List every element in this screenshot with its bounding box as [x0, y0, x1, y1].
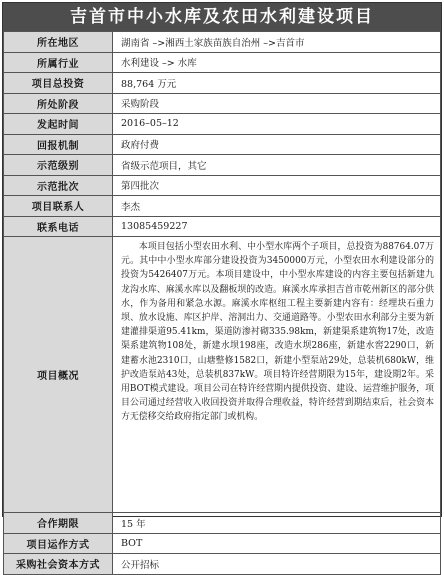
label-procurement-method: 采购社会资本方式 — [4, 554, 113, 575]
label-cooperation-period: 合作期限 — [4, 513, 113, 534]
label-demo-level: 示范级别 — [4, 155, 113, 176]
value-procurement-method: 公开招标 — [113, 554, 441, 575]
value-stage: 采购阶段 — [113, 93, 441, 114]
row-operation-mode — [4, 533, 441, 554]
label-contact-phone: 联系电话 — [4, 216, 113, 237]
value-location: 湖南省 –>湘西土家族苗族自治州 –>吉首市 — [113, 32, 441, 53]
row-industry — [4, 52, 441, 73]
project-info-table — [3, 31, 441, 575]
value-operation-mode: BOT — [113, 533, 441, 554]
row-cooperation-period — [4, 513, 441, 534]
row-contact-person — [4, 196, 441, 217]
value-industry: 水利建设 –> 水库 — [113, 52, 441, 73]
label-start-date: 发起时间 — [4, 114, 113, 135]
value-demo-level: 省级示范项目，其它 — [113, 155, 441, 176]
label-contact-person: 项目联系人 — [4, 196, 113, 217]
value-start-date: 2016–05–12 — [113, 114, 441, 135]
row-overview — [4, 237, 441, 513]
page-title: 吉首市中小水库及农田水利建设项目 — [3, 3, 441, 31]
value-cooperation-period: 15 年 — [113, 513, 441, 534]
value-overview: 本项目包括小型农田水利、中小型水库两个子项目，总投资为88764.07万元。其中中小型水库部分建设投资为3450000万元，小型农田水利建设部分的投资为5426407万元。本项目建设中，中小型水库建设的内容主要包括新建九龙沟水库、麻溪水库以及翻板坝的改造。麻溪水库承担吉首市乾州新区的部分供水，作为备用和紧急水源。麻溪水库枢纽工程主要新建内容有：经埋块石重力坝、放水设施、库区护岸、溶洞出力、交通道路等。小型农田水利部分主要为新建灌排渠道95.41km，渠道防渗衬砌335.98km，新建渠系建筑物17处，改造渠系建筑物108处，新建水坝198座，改造水坝286座，新建水窖2290口，新建蓄水池2310口，山塘整修1582口，新建小型泵站29处，总装机680kW，维护改造泵站43处，总装机837kW。项目特许经营期限为15年，建设期2年。采用BOT模式建设。项目公司在特许经营期内提供投资、建设、运营维护服务，项目公司通过经营收入收回投资并取得合理收益，特许经营到期结束后，社会资本方无偿移交给政府指定部门或机构。 — [113, 237, 441, 513]
value-total-investment: 88,764 万元 — [113, 73, 441, 94]
value-demo-batch: 第四批次 — [113, 175, 441, 196]
value-contact-person: 李杰 — [113, 196, 441, 217]
label-operation-mode: 项目运作方式 — [4, 533, 113, 554]
label-industry: 所属行业 — [4, 52, 113, 73]
label-total-investment: 项目总投资 — [4, 73, 113, 94]
label-demo-batch: 示范批次 — [4, 175, 113, 196]
row-stage — [4, 93, 441, 114]
row-contact-phone — [4, 216, 441, 237]
row-total-investment — [4, 73, 441, 94]
row-location — [4, 32, 441, 53]
value-contact-phone: 13085459227 — [113, 216, 441, 237]
label-overview: 项目概况 — [4, 237, 113, 513]
project-info-sheet — [2, 2, 442, 572]
row-demo-level — [4, 155, 441, 176]
row-return-mechanism — [4, 134, 441, 155]
row-start-date — [4, 114, 441, 135]
value-return-mechanism: 政府付费 — [113, 134, 441, 155]
row-procurement-method — [4, 554, 441, 575]
row-demo-batch — [4, 175, 441, 196]
label-stage: 所处阶段 — [4, 93, 113, 114]
label-location: 所在地区 — [4, 32, 113, 53]
label-return-mechanism: 回报机制 — [4, 134, 113, 155]
